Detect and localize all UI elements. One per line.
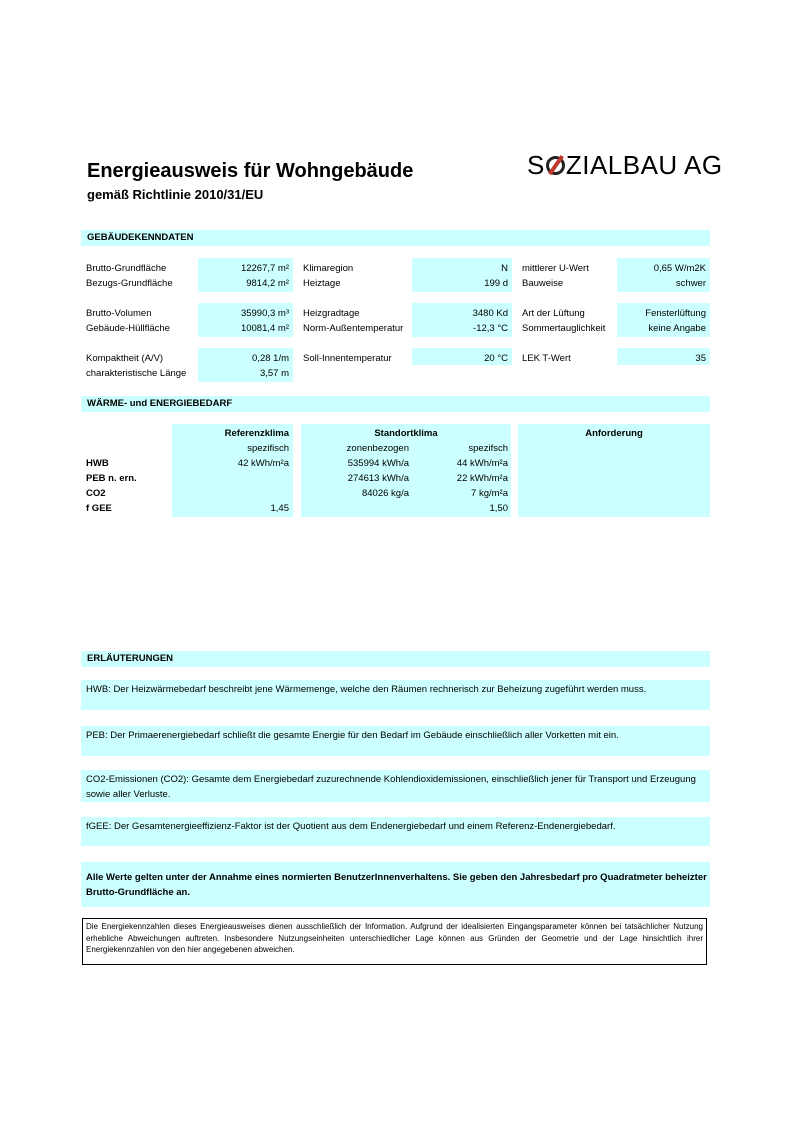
page-subtitle: gemäß Richtlinie 2010/31/EU [87, 187, 264, 202]
row-label-fgee: f GEE [86, 503, 112, 514]
row-label-co2: CO2 [86, 488, 106, 499]
row-co2-spez: 7 kg/m²a [471, 488, 508, 499]
section-gebaeudekenndaten: GEBÄUDEKENNDATEN [81, 230, 710, 246]
label-brutto-volumen: Brutto-Volumen [86, 308, 152, 319]
value-heiztage: 199 d [484, 278, 508, 289]
disclaimer-box: Die Energiekennzahlen dieses Energieausweises dienen ausschließlich der Information. Aufgrund der idealisierten Eingangsparameter können bei tatsächlicher Nutzung erhebliche Abweichungen auftreten. Insbesondere Nutzungseinheiten unterschiedlicher Lage können aus Gründen der Geometrie und der Lage hinsichtlich ihrer Energiekennzahlen von den hier angegebenen abweichen. [82, 918, 707, 965]
label-heiztage: Heiztage [303, 278, 341, 289]
row-hwb-zone: 535994 kWh/a [347, 458, 409, 469]
row-peb-ref [172, 471, 293, 486]
logo-text-start: S [527, 150, 545, 180]
header-standortklima: Standortklima [374, 428, 438, 439]
page-title: Energieausweis für Wohngebäude [87, 160, 414, 182]
explanation-peb: PEB: Der Primaerenergiebedarf schließt die gesamte Energie für den Bedarf im Gebäude einschließlich aller Vorketten mit ein. [81, 726, 710, 756]
header-anforderung: Anforderung [585, 428, 643, 439]
value-heizgradtage: 3480 Kd [472, 308, 508, 319]
row-fgee-spez: 1,50 [489, 503, 508, 514]
label-lek: LEK T-Wert [522, 353, 571, 364]
value-bezugs-grundflaeche: 9814,2 m² [246, 278, 289, 289]
subheader-spezifsch: spezifsch [468, 443, 508, 454]
value-huellflaeche: 10081,4 m² [240, 323, 289, 334]
label-klimaregion: Klimaregion [303, 263, 354, 274]
row-label-peb: PEB n. ern. [86, 473, 137, 484]
value-norm-aussentemp: -12,3 °C [473, 323, 508, 334]
explanation-co2: CO2-Emissionen (CO2): Gesamte dem Energiebedarf zuzurechnende Kohlendioxidemissionen, einschließlich jener für Transport und Erzeugung sowie aller Verluste. [81, 770, 710, 802]
explanation-annahme: Alle Werte gelten unter der Annahme eines normierten BenutzerInnenverhaltens. Sie geben den Jahresbedarf pro Quadratmeter beheizter Brutto-Grundfläche an. [81, 862, 710, 907]
value-sommertauglichkeit: keine Angabe [648, 323, 706, 334]
value-u-wert: 0,65 W/m2K [653, 263, 706, 274]
label-brutto-grundflaeche: Brutto-Grundfläche [86, 263, 167, 274]
row-hwb-ref: 42 kWh/m²a [237, 458, 289, 469]
value-lek: 35 [695, 353, 706, 364]
value-soll-innentemp: 20 °C [484, 353, 508, 364]
row-co2-ref [172, 486, 293, 501]
label-heizgradtage: Heizgradtage [303, 308, 360, 319]
company-logo [527, 150, 723, 181]
value-char-laenge: 3,57 m [259, 368, 289, 379]
row-peb-spez: 22 kWh/m²a [456, 473, 508, 484]
row-hwb-spez: 44 kWh/m²a [456, 458, 508, 469]
row-fgee-zone [301, 501, 409, 516]
value-kompaktheit: 0,28 1/m [252, 353, 289, 364]
logo-text-end: ZIALBAU AG [565, 150, 723, 180]
row-co2-zone: 84026 kg/a [361, 488, 409, 499]
label-u-wert: mittlerer U-Wert [522, 263, 589, 274]
value-lueftung: Fensterlüftung [645, 308, 706, 319]
value-klimaregion: N [501, 263, 508, 274]
explanation-fgee: fGEE: Der Gesamtenergieeffizienz-Faktor ist der Quotient aus dem Endenergiebedarf und einem Referenz-Endenergiebedarf. [81, 817, 710, 846]
label-sommertauglichkeit: Sommertauglichkeit [522, 323, 606, 334]
row-label-hwb: HWB [86, 458, 109, 469]
label-soll-innentemp: Soll-Innentemperatur [303, 353, 392, 364]
explanation-hwb: HWB: Der Heizwärmebedarf beschreibt jene Wärmemenge, welche den Räumen rechnerisch zur Beheizung zugeführt werden muss. [81, 680, 710, 710]
section-erlaeuterungen: ERLÄUTERUNGEN [81, 651, 710, 667]
row-fgee-ref: 1,45 [270, 503, 289, 514]
subheader-zonenbezogen: zonenbezogen [346, 443, 409, 454]
value-brutto-grundflaeche: 12267,7 m² [240, 263, 289, 274]
label-huellflaeche: Gebäude-Hüllfläche [86, 323, 170, 334]
header-referenzklima: Referenzklima [224, 428, 289, 439]
label-bezugs-grundflaeche: Bezugs-Grundfläche [86, 278, 173, 289]
value-bauweise: schwer [675, 278, 706, 289]
label-char-laenge: charakteristische Länge [86, 368, 187, 379]
label-lueftung: Art der Lüftung [522, 308, 585, 319]
row-peb-zone: 274613 kWh/a [347, 473, 409, 484]
label-bauweise: Bauweise [522, 278, 564, 289]
label-kompaktheit: Kompaktheit (A/V) [86, 353, 164, 364]
value-brutto-volumen: 35990,3 m³ [240, 308, 289, 319]
subheader-spezifisch: spezifisch [247, 443, 289, 454]
section-waerme-energiebedarf: WÄRME- und ENERGIEBEDARF [81, 396, 710, 412]
logo-o-icon [546, 156, 565, 175]
label-norm-aussentemp: Norm-Außentemperatur [303, 323, 404, 334]
